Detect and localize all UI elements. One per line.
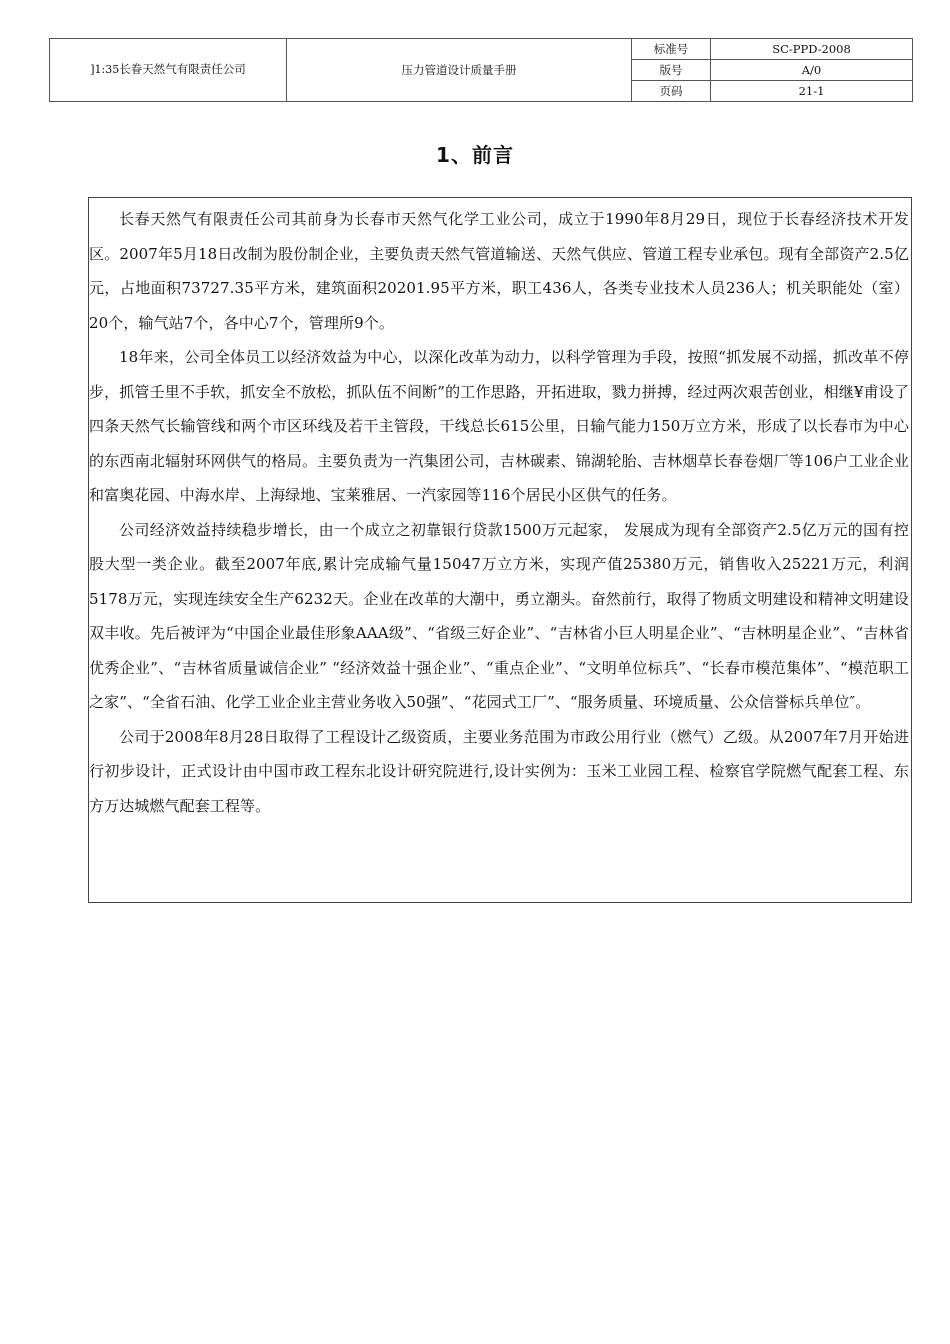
document-header-table — [49, 38, 913, 102]
standard-number-value: SC-PPD-2008 — [711, 39, 913, 60]
section-heading: 1、前言 — [436, 143, 514, 167]
paragraph-economic-performance: 公司经济效益持续稳步增长，由一个成立之初靠银行贷款1500万元起家， 发展成为现有全部资产2.5亿万元的国有控股大型一类企业。截至2007年底,累计完成输气量15047万立方米，实现产值25380万元，销售收入25221万元，利润5178万元，实现连续安全生产6232天。企业在改革的大潮中，勇立潮头。奋然前行，取得了物质文明建设和精神文明建设双丰收。先后被评为“中国企业最佳形象AAA级”、“省级三好企业”、“吉林省小巨人明星企业”、“吉林明星企业”、“吉林省优秀企业”、“吉林省质量诚信企业” “经济效益十强企业”、“重点企业”、“文明单位标兵”、“长春市模范集体”、“模范职工之家”、“全省石油、化学工业企业主营业务收入50强”、“花园式工厂”、“服务质量、环境质量、公众信誉标兵单位″。 — [89, 520, 909, 711]
company-name: 长眷天然气有限责任公司 — [119, 62, 246, 77]
page-number-value: 21-1 — [711, 81, 913, 102]
company-prefix: ]1:35 — [90, 63, 120, 77]
version-label: 版号 — [632, 60, 711, 81]
paragraph-development-history: 18年来，公司全体员工以经济效益为中心，以深化改革为动力，以科学管理为手段，按照“抓发展不动摇，抓改革不停步，抓管壬里不手软，抓安全不放松，抓队伍不间断”的工作思路，开拓进取，戮力拼搏，经过两次艰苦创业，相继¥甫设了四条天然气长输管线和两个市区环线及若干主管段，干线总长615公里，日输气能力150万立方米，形成了以长春市为中心的东西南北辐射环网供气的格局。主要负责为一汽集团公司，吉林碳素、锦湖轮胎、吉林烟草长春卷烟厂等106户工业企业和富奥花园、中海水岸、上海绿地、宝莱雅居、一汽家园等116个居民小区供气的任务。 — [89, 348, 909, 504]
manual-title: 压力管道设计质量手册 — [287, 39, 632, 102]
page-number-label: 页码 — [632, 81, 711, 102]
company-name-cell — [50, 39, 287, 102]
paragraph-design-qualification: 公司于2008年8月28日取得了工程设计乙级资质，主要业务范围为市政公用行业（燃气）乙级。从2007年7月开始进行初步设计，正式设计由中国市政工程东北设计研究院进行,设计实例为：玉米工业园工程、检察官学院燃气配套工程、东方万达城燃气配套工程等。 — [89, 727, 909, 815]
version-value: A/0 — [711, 60, 913, 81]
paragraph-company-profile: 长春天然气有限责任公司其前身为长春市天然气化学工业公司，成立于1990年8月29日，现位于长春经济技术开发区。2007年5月18日改制为股份制企业，主要负责天然气管道输送、天然气供应、管道工程专业承包。现有全部资产2.5亿元，占地面积73727.35平方米，建筑面积20201.95平方米，职工436人，各类专业技术人员236人；机关职能处（室）20个，输气站7个，各中心7个，管理所9个。 — [89, 210, 909, 332]
standard-number-label: 标准号 — [632, 39, 711, 60]
content-box — [88, 197, 912, 903]
